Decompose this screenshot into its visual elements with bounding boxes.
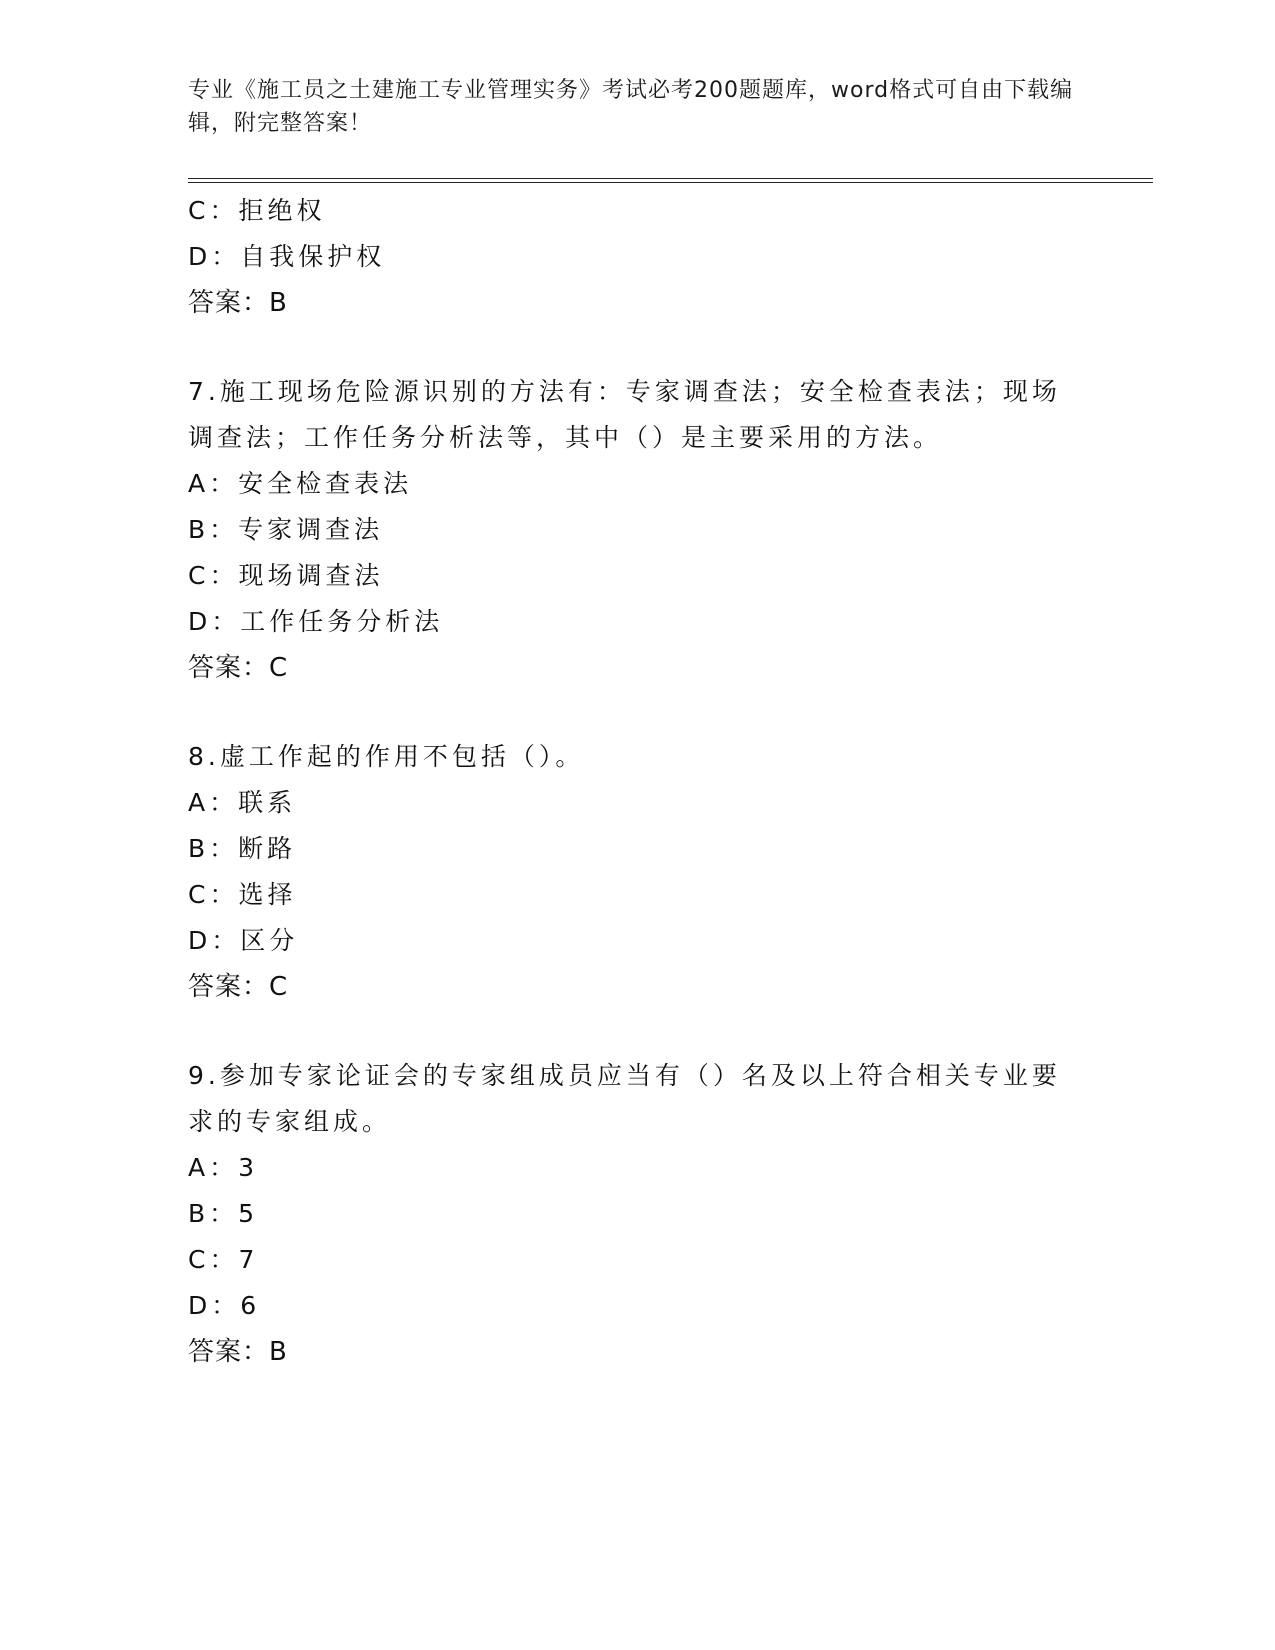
- question-7: [188, 369, 1088, 691]
- option-a: A：联系: [188, 788, 297, 817]
- document-header: 专业《施工员之土建施工专业管理实务》考试必考200题题库，word格式可自由下载编辑，附完整答案！: [188, 78, 1074, 136]
- option-b: B：专家调查法: [188, 515, 384, 544]
- option-c: C：现场调查法: [188, 561, 384, 590]
- question-text: 8.虚工作起的作用不包括（）。: [188, 742, 585, 771]
- answer: 答案：B: [188, 288, 288, 318]
- option-a: A：3: [188, 1153, 259, 1182]
- header-divider: [188, 178, 1153, 183]
- question-text: 9.参加专家论证会的专家组成员应当有（）名及以上符合相关专业要求的专家组成。: [188, 1061, 1061, 1136]
- option-d: D：区分: [188, 926, 299, 955]
- option-a: A：安全检查表法: [188, 469, 413, 498]
- option-c: C：选择: [188, 880, 297, 909]
- document-body: [188, 188, 1088, 1375]
- answer: 答案：C: [188, 653, 289, 683]
- option-d: D：工作任务分析法: [188, 607, 444, 636]
- answer: 答案：C: [188, 972, 289, 1002]
- option-d: D：6: [188, 1291, 261, 1320]
- option-c: C：拒绝权: [188, 196, 326, 225]
- answer: 答案：B: [188, 1337, 288, 1367]
- option-d: D：自我保护权: [188, 242, 386, 271]
- option-c: C：7: [188, 1245, 259, 1274]
- question-9: [188, 1053, 1088, 1375]
- question-text: 7.施工现场危险源识别的方法有：专家调查法；安全检查表法；现场调查法；工作任务分析法等，其中（）是主要采用的方法。: [188, 377, 1061, 452]
- option-b: B：5: [188, 1199, 259, 1228]
- question-6-tail: [188, 188, 1088, 326]
- option-b: B：断路: [188, 834, 297, 863]
- question-8: [188, 734, 1088, 1010]
